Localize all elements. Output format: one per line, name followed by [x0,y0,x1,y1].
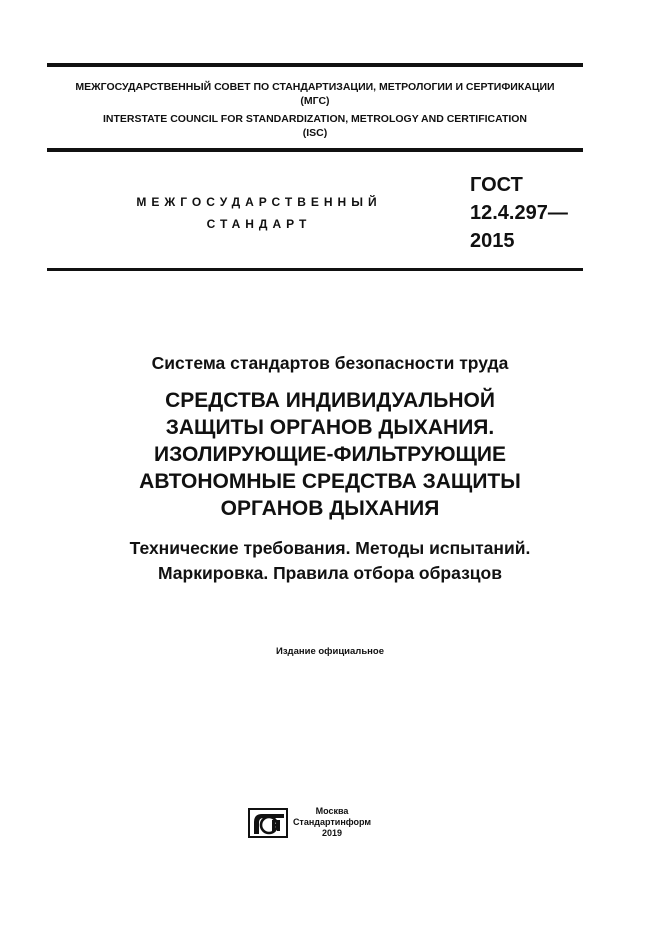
publisher-name: Стандартинформ [292,817,372,827]
gost-designation [470,171,568,255]
standard-type-line2: СТАНДАРТ [206,217,312,231]
subtitle-line: Маркировка. Правила отбора образцов [158,563,502,583]
council-en-line: INTERSTATE COUNCIL FOR STANDARDIZATION, METROLOGY AND CERTIFICATION [102,113,528,125]
council-ru-line: МЕЖГОСУДАРСТВЕННЫЙ СОВЕТ ПО СТАНДАРТИЗАЦИИ, МЕТРОЛОГИИ И СЕРТИФИКАЦИИ [75,81,555,93]
main-title-line: ИЗОЛИРУЮЩИЕ-ФИЛЬТРУЮЩИЕ [153,443,507,466]
main-title-line: ЗАЩИТЫ ОРГАНОВ ДЫХАНИЯ. [165,416,495,439]
publisher-info [292,806,372,839]
gost-year: 2015 [470,230,515,252]
gost-prefix: ГОСТ [470,174,523,196]
council-name-en [47,112,583,140]
main-title-line: СРЕДСТВА ИНДИВИДУАЛЬНОЙ [165,389,495,412]
main-title-line: АВТОНОМНЫЕ СРЕДСТВА ЗАЩИТЫ [139,470,521,493]
council-en-abbr: (ISC) [302,127,328,139]
council-ru-abbr: (МГС) [300,95,330,107]
main-title [47,387,613,522]
publisher-city: Москва [315,806,349,816]
gost-number: 12.4.297— [470,202,568,224]
standartinform-logo-icon [248,808,288,838]
main-title-line: ОРГАНОВ ДЫХАНИЯ [220,497,440,520]
subtitle [47,536,613,586]
edition-note: Издание официальное [276,646,384,657]
standards-series-title: Система стандартов безопасности труда [151,353,509,373]
lower-rule [47,268,583,271]
subtitle-line: Технические требования. Методы испытаний. [129,538,531,558]
publisher-year: 2019 [321,828,343,838]
standard-type-label [120,191,398,235]
top-rule [47,63,583,67]
council-name-ru [47,80,583,108]
standard-type-line1: МЕЖГОСУДАРСТВЕННЫЙ [136,195,382,209]
middle-rule [47,148,583,152]
